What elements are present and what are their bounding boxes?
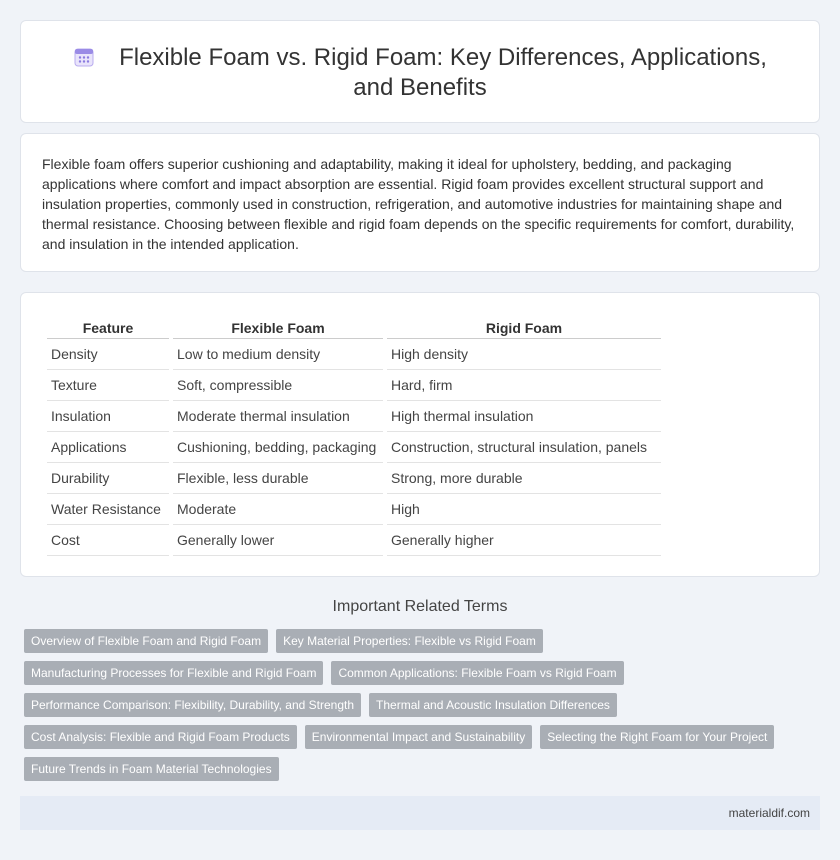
cell-flexible: Moderate thermal insulation [173,401,383,432]
related-term-link[interactable]: Overview of Flexible Foam and Rigid Foam [24,629,268,653]
header-rigid-foam: Rigid Foam [387,317,661,339]
related-term-link[interactable]: Selecting the Right Foam for Your Project [540,725,774,749]
related-term-link[interactable]: Environmental Impact and Sustainability [305,725,532,749]
related-term-link[interactable]: Performance Comparison: Flexibility, Durability, and Strength [24,693,361,717]
cell-flexible: Generally lower [173,525,383,556]
comparison-card [20,292,820,577]
cell-feature: Applications [47,432,169,463]
cell-rigid: High density [387,339,661,370]
cell-feature: Durability [47,463,169,494]
related-term-link[interactable]: Common Applications: Flexible Foam vs Rigid Foam [331,661,623,685]
footer-site-link[interactable]: materialdif.com [728,806,810,820]
cell-feature: Insulation [47,401,169,432]
related-term-link[interactable]: Manufacturing Processes for Flexible and Rigid Foam [24,661,323,685]
footer [20,796,820,830]
cell-rigid: Construction, structural insulation, panels [387,432,661,463]
table-header-row [47,317,661,339]
cell-flexible: Moderate [173,494,383,525]
related-terms-list [24,629,804,781]
cell-rigid: Strong, more durable [387,463,661,494]
related-term-link[interactable]: Key Material Properties: Flexible vs Rigid Foam [276,629,543,653]
table-row [47,339,661,370]
table-row [47,525,661,556]
calendar-icon [73,46,95,68]
cell-feature: Texture [47,370,169,401]
cell-flexible: Soft, compressible [173,370,383,401]
cell-rigid: Hard, firm [387,370,661,401]
table-row [47,432,661,463]
related-term-link[interactable]: Cost Analysis: Flexible and Rigid Foam Products [24,725,297,749]
cell-flexible: Low to medium density [173,339,383,370]
header-feature: Feature [47,317,169,339]
page-title [61,43,779,103]
related-terms-heading: Important Related Terms [332,598,508,615]
table-row [47,463,661,494]
related-term-link[interactable]: Future Trends in Foam Material Technologies [24,757,279,781]
cell-feature: Water Resistance [47,494,169,525]
table-row [47,401,661,432]
cell-flexible: Cushioning, bedding, packaging [173,432,383,463]
page-title-text: Flexible Foam vs. Rigid Foam: Key Differences, Applications, and Benefits [119,44,767,101]
cell-flexible: Flexible, less durable [173,463,383,494]
header-flexible-foam: Flexible Foam [173,317,383,339]
intro-card [20,133,820,272]
cell-rigid: Generally higher [387,525,661,556]
intro-paragraph: Flexible foam offers superior cushioning and adaptability, making it ideal for upholstery, bedding, and packaging applications where comfort and impact absorption are essential. Rigid foam provides excellent structural support and insulation properties, commonly used in construction, refrigeration, and automotive industries for maintaining shape and thermal resistance. Choosing between flexible and rigid foam depends on the specific requirements for comfort, durability, and insulation in the intended application. [42,156,795,252]
title-card [20,20,820,123]
table-row [47,370,661,401]
comparison-table [43,317,665,556]
cell-rigid: High thermal insulation [387,401,661,432]
related-term-link[interactable]: Thermal and Acoustic Insulation Differences [369,693,617,717]
table-row [47,494,661,525]
cell-feature: Density [47,339,169,370]
cell-rigid: High [387,494,661,525]
cell-feature: Cost [47,525,169,556]
